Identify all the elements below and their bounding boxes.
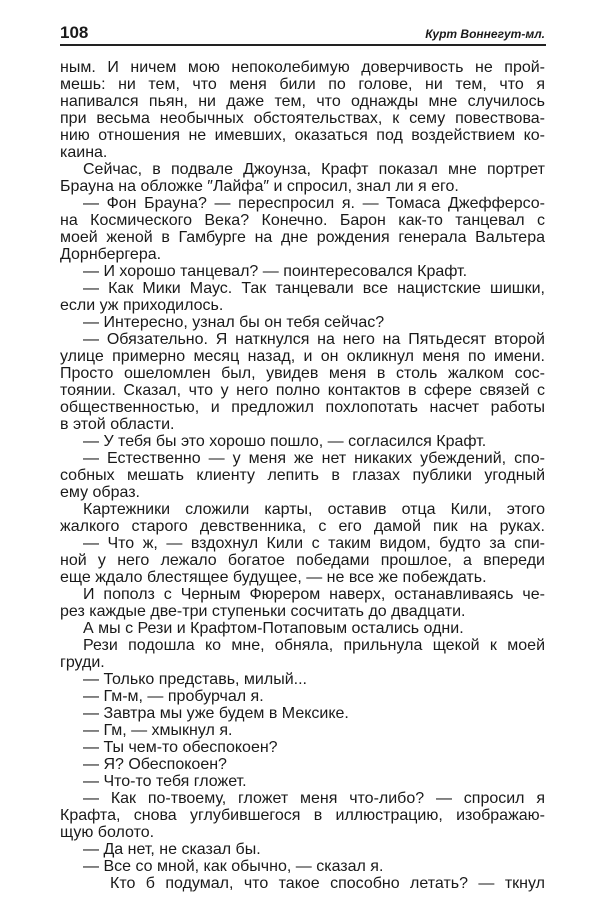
text-line: на Космического Века? Конечно. Барон как-то танцевал с: [60, 212, 545, 229]
text-line: Дорнбергера.: [60, 246, 162, 263]
text-line: общественностью, и предложил похлопотать насчет работы: [60, 399, 545, 416]
text-line: Просто ошеломлен был, увидев меня в столь жалком сос-: [60, 365, 545, 382]
text-line: А мы с Рези и Крафтом-Потаповым остались одни.: [83, 620, 464, 637]
text-line: Кто б подумал, что такое способно летать? — ткнул: [110, 875, 545, 892]
text-line: мешь: ни тем, что меня били по голове, ни тем, что я: [60, 76, 545, 93]
text-line: если уж приходилось.: [60, 297, 224, 314]
text-line: Брауна на обложке ″Лайфа″ и спросил, знал ли я его.: [60, 178, 459, 195]
text-line: — Только представь, милый...: [83, 671, 307, 688]
text-line: тоянии. Сказал, что у него полно контактов в сфере связей с: [60, 382, 545, 399]
text-line: — Как по-твоему, гложет меня что-либо? — спросил я: [83, 790, 545, 807]
text-line: жалкого старого девственника, с его дамой пик на руках.: [60, 518, 545, 535]
text-line: напивался пьян, ни даже тем, что однажды мне случилось: [60, 93, 545, 110]
text-line: — Все со мной, как обычно, — сказал я.: [83, 858, 384, 875]
text-line: — Гм, — хмыкнул я.: [83, 722, 233, 739]
text-line: — Что ж, — вздохнул Кили с таким видом, будто за спи-: [83, 535, 545, 552]
text-line: Рези подошла ко мне, обняла, прильнула щекой к моей: [83, 637, 545, 654]
text-line: — Фон Брауна? — переспросил я. — Томаса Джефферсо-: [83, 195, 545, 212]
text-line: при весьма необычных обстоятельствах, к сему повествова-: [60, 110, 545, 127]
header-rule: [60, 44, 546, 46]
text-line: — Я? Обеспокоен?: [83, 756, 227, 773]
text-line: щую болото.: [60, 824, 155, 841]
text-line: еще ждало блестящее будущее, — не все же побеждать.: [60, 569, 487, 586]
text-line: в этой области.: [60, 416, 175, 433]
text-line: ему образ.: [60, 484, 140, 501]
text-line: Картежники сложили карты, оставив отца Кили, этого: [83, 501, 545, 518]
text-line: собных мешать клиенту лепить в глазах публики угодный: [60, 467, 545, 484]
text-line: — Что-то тебя гложет.: [83, 773, 247, 790]
text-line: — Обязательно. Я наткнулся на него на Пятьдесят второй: [83, 331, 545, 348]
text-line: И пополз с Черным Фюрером наверх, останавливаясь че-: [83, 586, 545, 603]
text-line: — И хорошо танцевал? — поинтересовался Крафт.: [83, 263, 468, 280]
page-number: 108: [60, 23, 89, 42]
text-line: нию отношения не имевших, оказаться под воздействием ко-: [60, 127, 545, 144]
text-line: улице примерно месяц назад, и он окликнул меня по имени.: [60, 348, 545, 365]
text-line: — Да нет, не сказал бы.: [83, 841, 261, 858]
text-line: Крафта, снова углубившегося в иллюстрацию, изображаю-: [60, 807, 545, 824]
text-line: — Ты чем-то обеспокоен?: [83, 739, 278, 756]
page-body-text: [60, 59, 545, 892]
text-line: — Завтра мы уже будем в Мексике.: [83, 705, 349, 722]
text-line: каина.: [60, 144, 108, 161]
text-line: рез каждые две-три ступеньки сосчитать до двадцати.: [60, 603, 466, 620]
text-line: ной у него лежало богатое победами прошлое, а впереди: [60, 552, 545, 569]
text-line: Сейчас, в подвале Джоунза, Крафт показал мне портрет: [83, 161, 545, 178]
text-line: — Как Мики Маус. Так танцевали все нацистские шишки,: [83, 280, 545, 297]
text-line: — Естественно — у меня же нет никаких убеждений, спо-: [83, 450, 545, 467]
text-line: ным. И ничем мою непоколебимую доверчивость не прой-: [60, 59, 545, 76]
text-line: — Гм-м, — пробурчал я.: [83, 688, 264, 705]
running-header-author: Курт Воннегут-мл.: [425, 27, 545, 41]
text-line: — У тебя бы это хорошо пошло, — согласился Крафт.: [83, 433, 487, 450]
text-line: — Интересно, узнал бы он тебя сейчас?: [83, 314, 385, 331]
text-line: моей женой в Гамбурге на дне рождения генерала Вальтера: [60, 229, 545, 246]
text-line: груди.: [60, 654, 105, 671]
